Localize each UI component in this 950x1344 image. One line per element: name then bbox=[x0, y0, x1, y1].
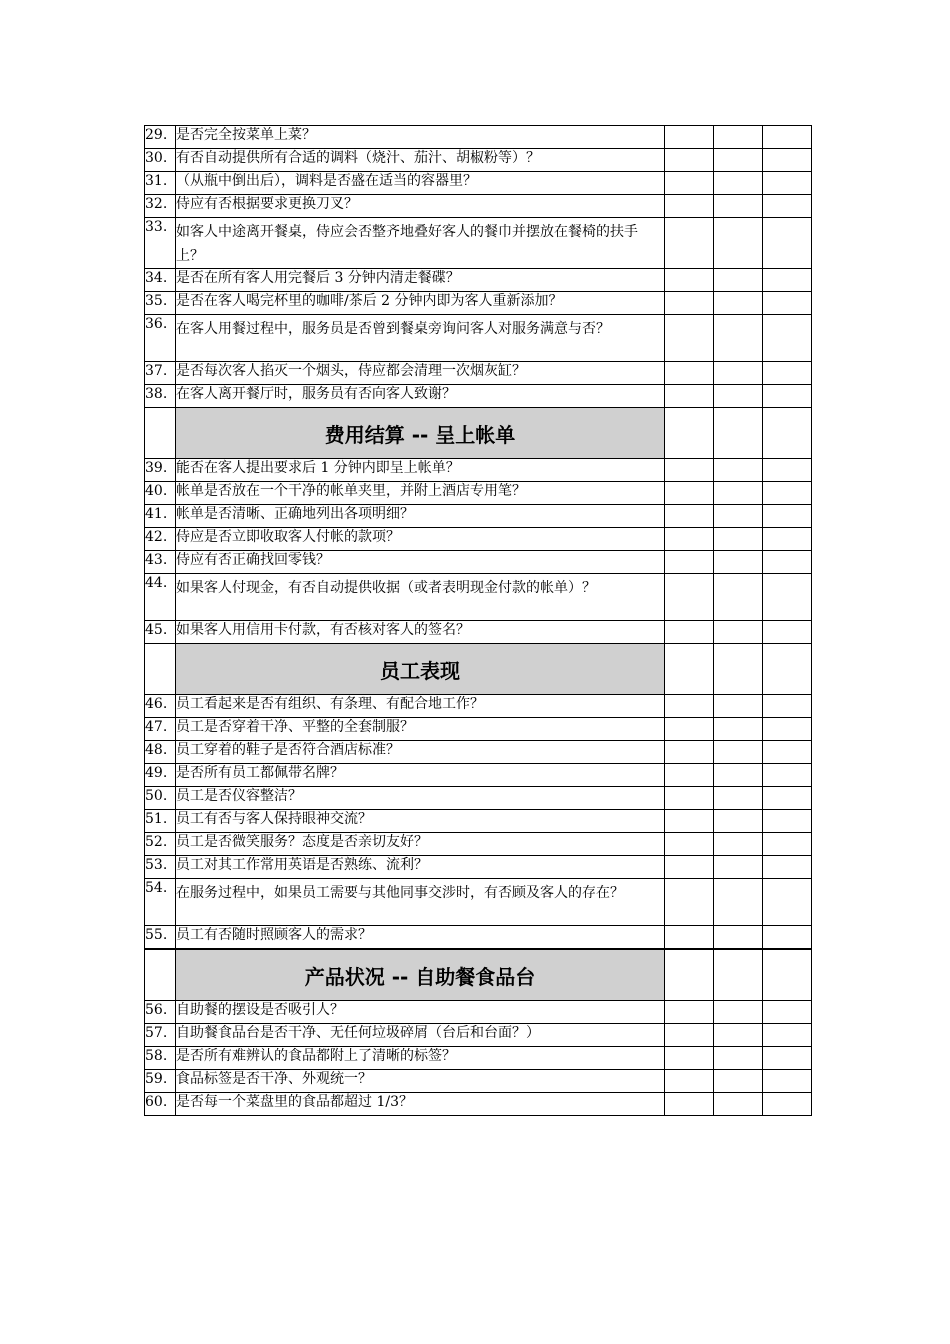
item-number: 39. bbox=[145, 459, 176, 482]
checklist-row bbox=[145, 810, 812, 833]
answer-cell[interactable] bbox=[665, 292, 714, 315]
answer-cell[interactable] bbox=[714, 926, 763, 950]
item-question: 员工有否与客人保持眼神交流？ bbox=[176, 810, 665, 833]
answer-cell[interactable] bbox=[714, 695, 763, 718]
item-question: 员工是否穿着干净、平整的全套制服？ bbox=[176, 718, 665, 741]
answer-cell[interactable] bbox=[714, 126, 763, 149]
answer-cell[interactable] bbox=[714, 644, 763, 695]
answer-cell[interactable] bbox=[665, 385, 714, 408]
answer-cell[interactable] bbox=[763, 949, 812, 1001]
answer-cell[interactable] bbox=[665, 362, 714, 385]
item-question: 食品标签是否干净、外观统一？ bbox=[176, 1070, 665, 1093]
answer-cell[interactable] bbox=[763, 644, 812, 695]
answer-cell[interactable] bbox=[763, 621, 812, 644]
answer-cell[interactable] bbox=[714, 292, 763, 315]
answer-cell[interactable] bbox=[665, 1070, 714, 1093]
answer-cell[interactable] bbox=[763, 385, 812, 408]
answer-cell[interactable] bbox=[763, 1093, 812, 1116]
item-question: 是否所有员工都佩带名牌？ bbox=[176, 764, 665, 787]
answer-cell[interactable] bbox=[714, 1024, 763, 1047]
answer-cell[interactable] bbox=[763, 408, 812, 459]
item-number: 50. bbox=[145, 787, 176, 810]
section-number-cell bbox=[145, 644, 176, 695]
answer-cell[interactable] bbox=[665, 149, 714, 172]
item-question: 员工有否随时照顾客人的需求？ bbox=[176, 926, 665, 950]
item-number: 49. bbox=[145, 764, 176, 787]
section-number-cell bbox=[145, 949, 176, 1001]
item-question: 如果客人付现金，有否自动提供收据（或者表明现金付款的帐单）？ bbox=[176, 574, 665, 621]
answer-cell[interactable] bbox=[665, 574, 714, 621]
item-number: 31. bbox=[145, 172, 176, 195]
item-number: 29. bbox=[145, 126, 176, 149]
answer-cell[interactable] bbox=[763, 505, 812, 528]
item-question: 自助餐食品台是否干净、无任何垃圾碎屑（台后和台面？） bbox=[176, 1024, 665, 1047]
answer-cell[interactable] bbox=[714, 528, 763, 551]
answer-cell[interactable] bbox=[665, 787, 714, 810]
checklist-row bbox=[145, 172, 812, 195]
answer-cell[interactable] bbox=[665, 718, 714, 741]
item-question: 是否每次客人掐灭一个烟头，侍应都会清理一次烟灰缸？ bbox=[176, 362, 665, 385]
answer-cell[interactable] bbox=[665, 856, 714, 879]
answer-cell[interactable] bbox=[763, 879, 812, 926]
answer-cell[interactable] bbox=[714, 574, 763, 621]
answer-cell[interactable] bbox=[714, 459, 763, 482]
answer-cell[interactable] bbox=[763, 695, 812, 718]
answer-cell[interactable] bbox=[665, 459, 714, 482]
answer-cell[interactable] bbox=[763, 810, 812, 833]
answer-cell[interactable] bbox=[665, 949, 714, 1001]
answer-cell[interactable] bbox=[665, 482, 714, 505]
checklist-row bbox=[145, 695, 812, 718]
checklist-row bbox=[145, 482, 812, 505]
answer-cell[interactable] bbox=[763, 292, 812, 315]
answer-cell[interactable] bbox=[714, 1047, 763, 1070]
item-question: 员工穿着的鞋子是否符合酒店标准？ bbox=[176, 741, 665, 764]
item-question: 帐单是否清晰、正确地列出各项明细？ bbox=[176, 505, 665, 528]
item-question: 有否自动提供所有合适的调料（烧汁、茄汁、胡椒粉等）？ bbox=[176, 149, 665, 172]
item-question: （从瓶中倒出后），调料是否盛在适当的容器里？ bbox=[176, 172, 665, 195]
answer-cell[interactable] bbox=[763, 1001, 812, 1024]
answer-cell[interactable] bbox=[763, 1024, 812, 1047]
item-number: 60. bbox=[145, 1093, 176, 1116]
item-number: 42. bbox=[145, 528, 176, 551]
item-number: 35. bbox=[145, 292, 176, 315]
item-question: 如果客人用信用卡付款，有否核对客人的签名？ bbox=[176, 621, 665, 644]
item-question: 在客人离开餐厅时，服务员有否向客人致谢？ bbox=[176, 385, 665, 408]
answer-cell[interactable] bbox=[714, 787, 763, 810]
answer-cell[interactable] bbox=[665, 833, 714, 856]
section-title: 产品状况 -- 自助餐食品台 bbox=[176, 949, 665, 1001]
answer-cell[interactable] bbox=[665, 1024, 714, 1047]
checklist-row bbox=[145, 1047, 812, 1070]
item-number: 45. bbox=[145, 621, 176, 644]
checklist-row bbox=[145, 856, 812, 879]
item-number: 48. bbox=[145, 741, 176, 764]
answer-cell[interactable] bbox=[763, 787, 812, 810]
answer-cell[interactable] bbox=[763, 195, 812, 218]
item-question: 是否在客人喝完杯里的咖啡/茶后 2 分钟内即为客人重新添加？ bbox=[176, 292, 665, 315]
checklist-row bbox=[145, 385, 812, 408]
answer-cell[interactable] bbox=[763, 718, 812, 741]
item-question: 能否在客人提出要求后 1 分钟内即呈上帐单？ bbox=[176, 459, 665, 482]
checklist-row bbox=[145, 741, 812, 764]
answer-cell[interactable] bbox=[665, 218, 714, 269]
item-number: 59. bbox=[145, 1070, 176, 1093]
checklist-row bbox=[145, 1093, 812, 1116]
answer-cell[interactable] bbox=[665, 695, 714, 718]
item-number: 55. bbox=[145, 926, 176, 950]
answer-cell[interactable] bbox=[763, 482, 812, 505]
answer-cell[interactable] bbox=[665, 741, 714, 764]
answer-cell[interactable] bbox=[763, 1070, 812, 1093]
item-question: 员工看起来是否有组织、有条理、有配合地工作？ bbox=[176, 695, 665, 718]
item-number: 41. bbox=[145, 505, 176, 528]
item-number: 51. bbox=[145, 810, 176, 833]
answer-cell[interactable] bbox=[665, 764, 714, 787]
item-number: 56. bbox=[145, 1001, 176, 1024]
section-header-row bbox=[145, 408, 812, 459]
answer-cell[interactable] bbox=[665, 1093, 714, 1116]
answer-cell[interactable] bbox=[763, 126, 812, 149]
answer-cell[interactable] bbox=[665, 172, 714, 195]
answer-cell[interactable] bbox=[714, 218, 763, 269]
item-question: 是否在所有客人用完餐后 3 分钟内清走餐碟？ bbox=[176, 269, 665, 292]
checklist-row bbox=[145, 551, 812, 574]
answer-cell[interactable] bbox=[763, 551, 812, 574]
item-number: 38. bbox=[145, 385, 176, 408]
checklist-row bbox=[145, 787, 812, 810]
checklist-row bbox=[145, 528, 812, 551]
answer-cell[interactable] bbox=[665, 621, 714, 644]
answer-cell[interactable] bbox=[714, 856, 763, 879]
answer-cell[interactable] bbox=[763, 1047, 812, 1070]
item-number: 37. bbox=[145, 362, 176, 385]
item-question: 是否所有难辨认的食品都附上了清晰的标签？ bbox=[176, 1047, 665, 1070]
item-number: 47. bbox=[145, 718, 176, 741]
answer-cell[interactable] bbox=[714, 385, 763, 408]
answer-cell[interactable] bbox=[665, 810, 714, 833]
item-question: 在服务过程中，如果员工需要与其他同事交涉时，有否顾及客人的存在？ bbox=[176, 879, 665, 926]
checklist-body bbox=[145, 126, 812, 1116]
item-question: 员工是否微笑服务？态度是否亲切友好？ bbox=[176, 833, 665, 856]
answer-cell[interactable] bbox=[714, 149, 763, 172]
item-number: 33. bbox=[145, 218, 176, 269]
answer-cell[interactable] bbox=[714, 1070, 763, 1093]
answer-cell[interactable] bbox=[714, 269, 763, 292]
answer-cell[interactable] bbox=[714, 621, 763, 644]
answer-cell[interactable] bbox=[665, 644, 714, 695]
item-question: 侍应有否正确找回零钱？ bbox=[176, 551, 665, 574]
item-question: 员工是否仪容整洁？ bbox=[176, 787, 665, 810]
answer-cell[interactable] bbox=[665, 926, 714, 950]
answer-cell[interactable] bbox=[714, 741, 763, 764]
checklist-row bbox=[145, 195, 812, 218]
item-question: 在客人用餐过程中，服务员是否曾到餐桌旁询问客人对服务满意与否？ bbox=[176, 315, 665, 362]
answer-cell[interactable] bbox=[665, 269, 714, 292]
answer-cell[interactable] bbox=[714, 764, 763, 787]
answer-cell[interactable] bbox=[714, 505, 763, 528]
answer-cell[interactable] bbox=[763, 833, 812, 856]
answer-cell[interactable] bbox=[763, 741, 812, 764]
item-number: 53. bbox=[145, 856, 176, 879]
item-number: 54. bbox=[145, 879, 176, 926]
answer-cell[interactable] bbox=[763, 269, 812, 292]
item-question: 侍应是否立即收取客人付帐的款项？ bbox=[176, 528, 665, 551]
answer-cell[interactable] bbox=[714, 408, 763, 459]
checklist-row bbox=[145, 269, 812, 292]
answer-cell[interactable] bbox=[763, 149, 812, 172]
item-question: 自助餐的摆设是否吸引人？ bbox=[176, 1001, 665, 1024]
checklist-row bbox=[145, 505, 812, 528]
item-question: 如客人中途离开餐桌，侍应会否整齐地叠好客人的餐巾并摆放在餐椅的扶手上？ bbox=[176, 218, 665, 269]
answer-cell[interactable] bbox=[763, 315, 812, 362]
checklist-row bbox=[145, 459, 812, 482]
checklist-row bbox=[145, 218, 812, 269]
answer-cell[interactable] bbox=[763, 926, 812, 950]
section-title: 员工表现 bbox=[176, 644, 665, 695]
checklist-row bbox=[145, 621, 812, 644]
answer-cell[interactable] bbox=[665, 505, 714, 528]
answer-cell[interactable] bbox=[665, 879, 714, 926]
answer-cell[interactable] bbox=[665, 195, 714, 218]
checklist-row bbox=[145, 315, 812, 362]
checklist-row bbox=[145, 574, 812, 621]
checklist-row bbox=[145, 1070, 812, 1093]
answer-cell[interactable] bbox=[763, 362, 812, 385]
answer-cell[interactable] bbox=[714, 195, 763, 218]
item-number: 40. bbox=[145, 482, 176, 505]
answer-cell[interactable] bbox=[714, 949, 763, 1001]
answer-cell[interactable] bbox=[714, 1001, 763, 1024]
checklist-row bbox=[145, 1024, 812, 1047]
answer-cell[interactable] bbox=[763, 459, 812, 482]
answer-cell[interactable] bbox=[714, 551, 763, 574]
item-number: 32. bbox=[145, 195, 176, 218]
checklist-row bbox=[145, 292, 812, 315]
item-question: 侍应有否根据要求更换刀叉？ bbox=[176, 195, 665, 218]
checklist-row bbox=[145, 926, 812, 950]
answer-cell[interactable] bbox=[763, 856, 812, 879]
item-number: 46. bbox=[145, 695, 176, 718]
answer-cell[interactable] bbox=[665, 315, 714, 362]
answer-cell[interactable] bbox=[665, 126, 714, 149]
answer-cell[interactable] bbox=[714, 879, 763, 926]
item-number: 36. bbox=[145, 315, 176, 362]
item-question: 是否完全按菜单上菜？ bbox=[176, 126, 665, 149]
answer-cell[interactable] bbox=[763, 172, 812, 195]
section-number-cell bbox=[145, 408, 176, 459]
item-number: 44. bbox=[145, 574, 176, 621]
checklist-row bbox=[145, 718, 812, 741]
checklist-row bbox=[145, 362, 812, 385]
checklist-row bbox=[145, 149, 812, 172]
checklist-row bbox=[145, 764, 812, 787]
answer-cell[interactable] bbox=[763, 574, 812, 621]
answer-cell[interactable] bbox=[763, 764, 812, 787]
answer-cell[interactable] bbox=[714, 810, 763, 833]
checklist-row bbox=[145, 126, 812, 149]
item-number: 52. bbox=[145, 833, 176, 856]
section-header-row bbox=[145, 949, 812, 1001]
item-question: 是否每一个菜盘里的食品都超过 1/3？ bbox=[176, 1093, 665, 1116]
item-number: 58. bbox=[145, 1047, 176, 1070]
answer-cell[interactable] bbox=[714, 718, 763, 741]
item-number: 43. bbox=[145, 551, 176, 574]
item-question: 员工对其工作常用英语是否熟练、流利？ bbox=[176, 856, 665, 879]
answer-cell[interactable] bbox=[714, 833, 763, 856]
answer-cell[interactable] bbox=[763, 528, 812, 551]
item-number: 57. bbox=[145, 1024, 176, 1047]
checklist-row bbox=[145, 879, 812, 926]
answer-cell[interactable] bbox=[665, 408, 714, 459]
item-number: 30. bbox=[145, 149, 176, 172]
answer-cell[interactable] bbox=[665, 528, 714, 551]
answer-cell[interactable] bbox=[714, 172, 763, 195]
answer-cell[interactable] bbox=[763, 218, 812, 269]
item-question: 帐单是否放在一个干净的帐单夹里，并附上酒店专用笔？ bbox=[176, 482, 665, 505]
answer-cell[interactable] bbox=[665, 1047, 714, 1070]
answer-cell[interactable] bbox=[714, 315, 763, 362]
answer-cell[interactable] bbox=[714, 1093, 763, 1116]
answer-cell[interactable] bbox=[665, 1001, 714, 1024]
answer-cell[interactable] bbox=[714, 482, 763, 505]
section-header-row bbox=[145, 644, 812, 695]
answer-cell[interactable] bbox=[665, 551, 714, 574]
checklist-table bbox=[144, 125, 812, 1116]
checklist-row bbox=[145, 1001, 812, 1024]
section-title: 费用结算 -- 呈上帐单 bbox=[176, 408, 665, 459]
item-number: 34. bbox=[145, 269, 176, 292]
checklist-row bbox=[145, 833, 812, 856]
answer-cell[interactable] bbox=[714, 362, 763, 385]
